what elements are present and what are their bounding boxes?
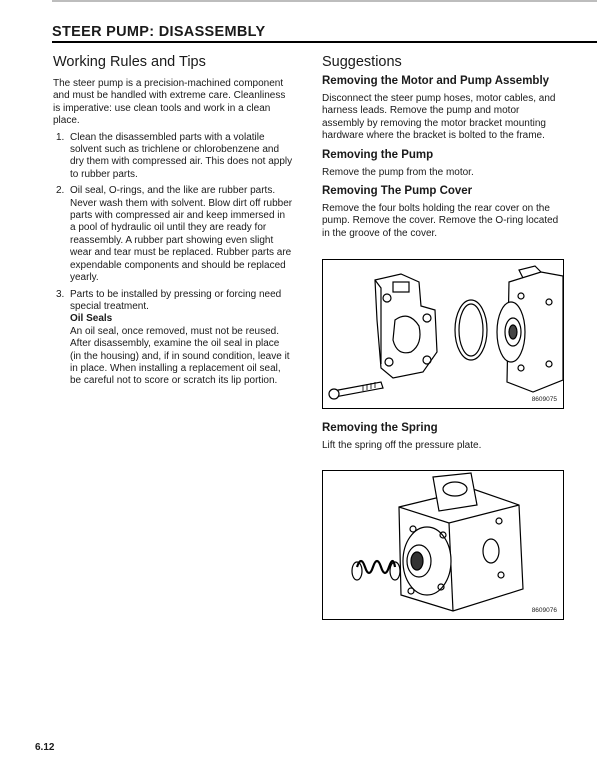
list-item-text: Oil seal, O-rings, and the like are rubber parts. Never wash them with solvent. Blow dirt off rubber parts with compressed air and keep immersed in a pool of hydraulic oil until they are ready for reassembly. A rubber part showing even slight wear and tear must be replaced. Rubber parts are expendable components and should be replaced yearly.: [70, 185, 293, 284]
left-column: [53, 54, 293, 392]
section-text: Lift the spring off the pressure plate.: [322, 440, 482, 451]
list-item: [53, 132, 293, 182]
list-item: [53, 185, 293, 284]
pump-cover-illustration: [323, 260, 563, 408]
rules-list: [53, 132, 293, 388]
spring-figure: [322, 470, 564, 620]
list-item: [53, 289, 293, 388]
figure-code: 8609076: [531, 607, 557, 614]
list-number: 3.: [56, 288, 65, 300]
section-spring: [322, 421, 562, 452]
list-number: 2.: [56, 185, 65, 197]
list-item-text: Parts to be installed by pressing or forcing need special treatment.: [70, 288, 282, 312]
page-title: STEER PUMP: DISASSEMBLY: [52, 24, 266, 40]
section-text: Remove the four bolts holding the rear cover on the pump. Remove the cover. Remove the O-ring located in the groove of the cover.: [322, 203, 559, 239]
intro-paragraph: The steer pump is a precision-machined component and must be handled with extreme care. Cleanliness is imperative: use clean tools and work in a clean place.: [53, 78, 286, 127]
section-title: Removing the Spring: [322, 422, 438, 434]
section-title: Removing the Motor and Pump Assembly: [322, 75, 550, 87]
section-text: Remove the pump from the motor.: [322, 166, 474, 178]
list-item-text: Clean the disassembled parts with a volatile solvent such as trichlene or chlorobenzene and dry them with compressed air. This does not apply to rubber parts.: [70, 131, 293, 180]
figure-code: 8609075: [531, 396, 557, 403]
pump-cover-figure: [322, 259, 564, 409]
oil-seals-text: An oil seal, once removed, must not be reused. After disassembly, examine the oil seal in place (in the housing) and, if in sound condition, leave it in place. When installing a replacement oil seal, be careful not to score or scratch its lip portion.: [70, 325, 290, 387]
spring-illustration: [323, 471, 563, 619]
section-pump: [322, 148, 562, 179]
section-title: Removing the Pump: [322, 148, 434, 161]
section-motor-pump: [322, 74, 562, 143]
right-column: [322, 54, 562, 245]
page-number: 6.12: [35, 742, 55, 753]
section-pump-cover: [322, 184, 562, 240]
section-text: Disconnect the steer pump hoses, motor cables, and harness leads. Remove the pump and motor assembly by removing the motor bracket mounting hardware where the bracket is bolted to the frame.: [322, 93, 556, 142]
suggestions-heading: Suggestions: [322, 54, 402, 70]
section-title: Removing The Pump Cover: [322, 185, 473, 198]
working-rules-heading: Working Rules and Tips: [53, 54, 206, 70]
top-rule: [52, 0, 597, 2]
list-number: 1.: [56, 131, 65, 143]
header-rule: [52, 41, 597, 43]
oil-seals-heading: Oil Seals: [70, 313, 113, 325]
